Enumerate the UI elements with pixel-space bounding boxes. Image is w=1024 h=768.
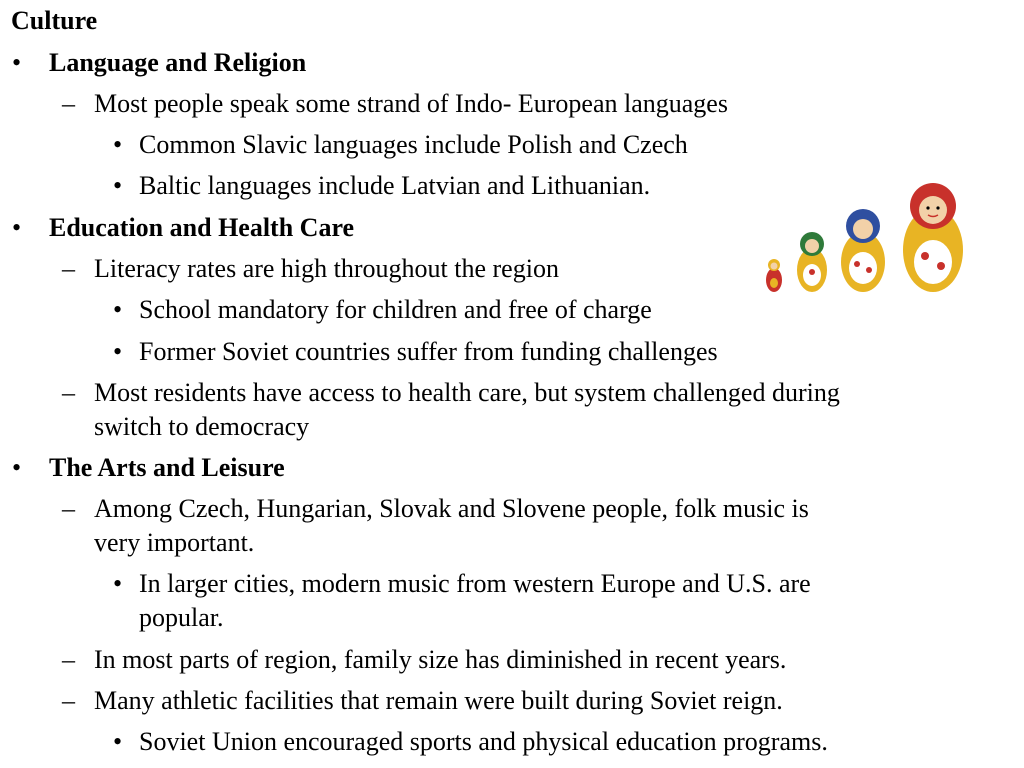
doll-small [797,232,827,292]
list-item: Most people speak some strand of Indo- European languages [94,89,728,118]
matryoshka-dolls-image [760,180,975,300]
bullet-l2-icon: – [62,645,75,674]
bullet-l3-icon: • [113,337,123,366]
list-item: In most parts of region, family size has diminished in recent years. [94,645,787,674]
list-item: Among Czech, Hungarian, Slovak and Slovene people, folk music is [94,494,809,523]
list-item: In larger cities, modern music from western Europe and U.S. are [139,569,811,598]
list-item: Common Slavic languages include Polish and Czech [139,130,688,159]
list-item: Baltic languages include Latvian and Lithuanian. [139,171,651,200]
list-item: Literacy rates are high throughout the region [94,254,559,283]
section-heading-education: Education and Health Care [49,213,355,242]
bullet-l2-icon: – [62,494,75,523]
bullet-l3-icon: • [113,295,123,324]
list-item-continuation: switch to democracy [94,412,310,441]
bullet-l1-icon: • [12,48,22,77]
bullet-l3-icon: • [113,171,123,200]
bullet-l2-icon: – [62,378,75,407]
bullet-l2-icon: – [62,254,75,283]
bullet-l1-icon: • [12,213,22,242]
list-item-continuation: popular. [139,603,224,632]
list-item: Former Soviet countries suffer from funding challenges [139,337,718,366]
doll-large [903,183,963,292]
doll-medium [841,209,885,292]
bullet-l3-icon: • [113,569,123,598]
bullet-l1-icon: • [12,453,22,482]
section-heading-language: Language and Religion [49,48,307,77]
list-item: Many athletic facilities that remain were built during Soviet reign. [94,686,783,715]
bullet-l3-icon: • [113,130,123,159]
list-item: Soviet Union encouraged sports and physical education programs. [139,727,828,756]
list-item: Most residents have access to health care, but system challenged during [94,378,840,407]
slide-title: Culture [11,6,98,35]
doll-smallest [766,259,782,292]
bullet-l2-icon: – [62,89,75,118]
list-item: School mandatory for children and free of charge [139,295,652,324]
bullet-l2-icon: – [62,686,75,715]
bullet-l3-icon: • [113,727,123,756]
list-item-continuation: very important. [94,528,255,557]
section-heading-arts: The Arts and Leisure [49,453,285,482]
